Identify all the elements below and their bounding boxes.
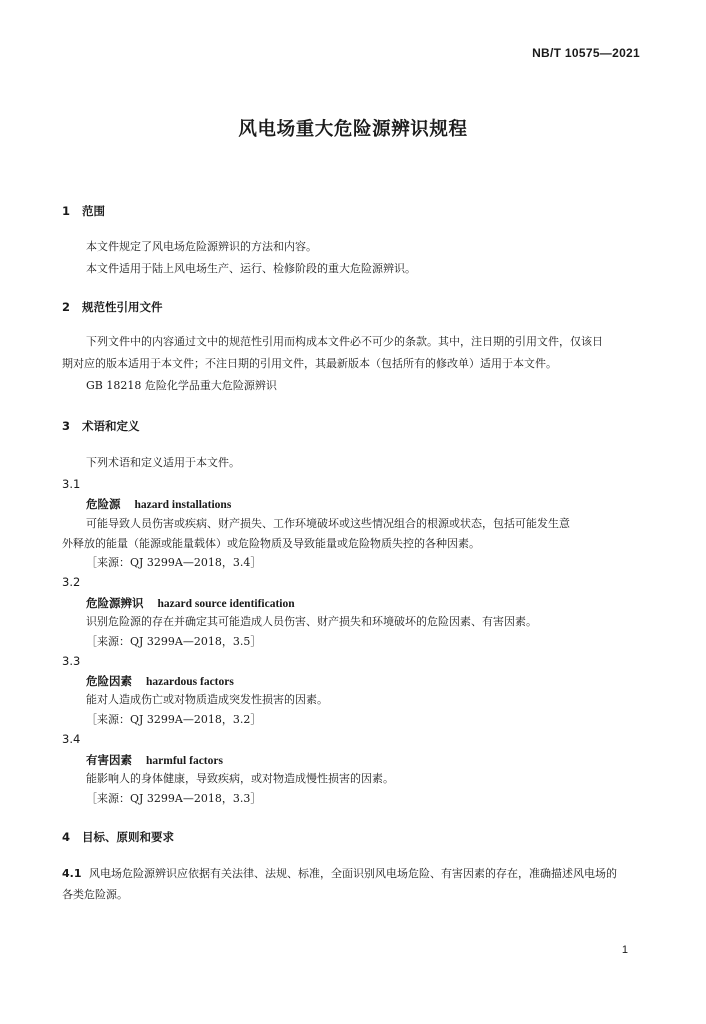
section-1-heading [62,203,105,219]
section-number: 4 [62,830,71,844]
term-number: 3.2 [62,575,81,589]
section-title: 目标、原则和要求 [82,830,174,844]
paragraph-line: 期对应的版本适用于本文件；不注日期的引用文件，其最新版本（包括所有的修改单）适用于本文件。 [62,357,557,370]
clause-text: 风电场危险源辨识应依据有关法律、法规、标准，全面识别风电场危险、有害因素的存在，准确描述风电场的 [89,867,617,880]
term-name [86,673,234,689]
term-zh: 危险源辨识 [86,596,144,610]
term-number: 3.4 [62,732,81,746]
paragraph: 下列术语和定义适用于本文件。 [86,456,240,469]
term-zh: 危险源 [86,497,121,511]
clause-number: 4.1 [62,867,82,880]
term-source: ［来源：QJ 3299A—2018，3.5］ [86,635,262,648]
term-number: 3.3 [62,654,81,668]
term-number: 3.1 [62,477,81,491]
term-name [86,752,223,768]
clause-4-1 [62,866,617,882]
section-number: 1 [62,204,71,218]
term-source: ［来源：QJ 3299A—2018，3.4］ [86,556,262,569]
normative-reference: GB 18218 危险化学品重大危险源辨识 [86,379,277,392]
paragraph: 本文件规定了风电场危险源辨识的方法和内容。 [86,240,317,253]
page-number: 1 [621,944,628,956]
term-source: ［来源：QJ 3299A—2018，3.2］ [86,713,262,726]
term-zh: 有害因素 [86,753,132,767]
section-title: 术语和定义 [82,419,140,433]
term-definition: 外释放的能量（能源或能量载体）或危险物质及导致能量或危险物质失控的各种因素。 [62,537,480,550]
section-title: 范围 [82,204,105,218]
section-number: 3 [62,419,71,433]
clause-text-line: 各类危险源。 [62,888,128,901]
term-zh: 危险因素 [86,674,132,688]
section-number: 2 [62,300,71,314]
section-title: 规范性引用文件 [82,300,163,314]
section-2-heading [62,299,163,315]
document-title: 风电场重大危险源辨识规程 [238,119,468,140]
paragraph: 本文件适用于陆上风电场生产、运行、检修阶段的重大危险源辨识。 [86,262,416,275]
term-name [86,595,295,611]
term-source: ［来源：QJ 3299A—2018，3.3］ [86,792,262,805]
section-4-heading [62,829,174,845]
standard-code: NB/T 10575—2021 [532,46,640,60]
term-definition: 能影响人的身体健康，导致疾病，或对物造成慢性损害的因素。 [86,772,394,785]
term-en: hazard installations [134,499,232,511]
term-en: hazardous factors [146,676,234,688]
term-en: harmful factors [146,755,223,767]
paragraph-line: 下列文件中的内容通过文中的规范性引用而构成本文件必不可少的条款。其中，注日期的引用文件，仅该日 [86,335,603,348]
term-definition: 能对人造成伤亡或对物质造成突发性损害的因素。 [86,693,328,706]
section-3-heading [62,418,140,434]
term-definition: 可能导致人员伤害或疾病、财产损失、工作环境破坏或这些情况组合的根源或状态，包括可能发生意 [86,517,570,530]
term-definition: 识别危险源的存在并确定其可能造成人员伤害、财产损失和环境破坏的危险因素、有害因素。 [86,615,537,628]
term-name [86,496,231,512]
term-en: hazard source identification [157,598,295,610]
